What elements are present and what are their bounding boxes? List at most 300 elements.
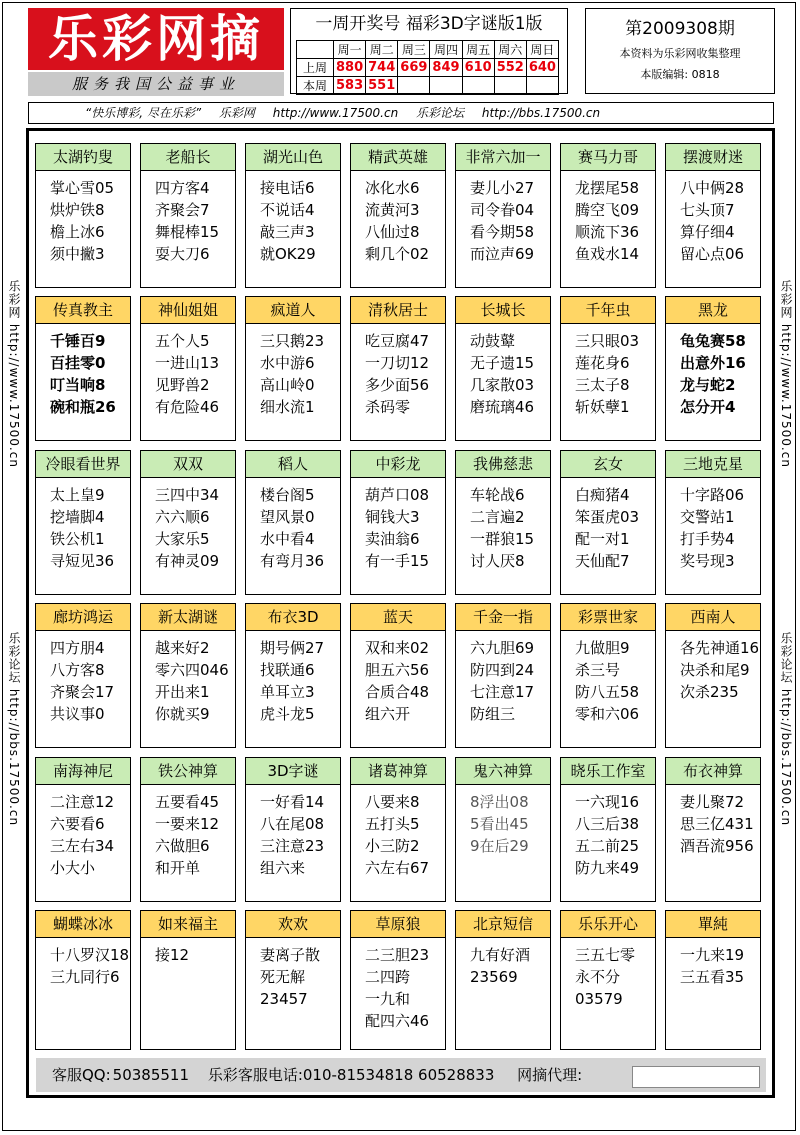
riddle-card <box>140 910 236 1050</box>
riddle-line: 千锤百9 <box>50 332 106 350</box>
riddle-line: 十八罗汉18 <box>50 946 130 964</box>
riddle-card-title: 彩票世家 <box>561 604 655 631</box>
riddle-card-body <box>456 324 550 418</box>
riddle-card-body <box>141 478 235 572</box>
riddle-line: 三五看35 <box>680 968 745 986</box>
riddle-card-body <box>36 785 130 879</box>
riddle-card-body <box>666 478 760 572</box>
riddle-card-title: 冷眼看世界 <box>36 451 130 478</box>
slogan: 服务我国公益事业 <box>71 75 240 93</box>
riddle-line: 二言遍2 <box>470 508 525 526</box>
riddle-card-title: 草原狼 <box>351 911 445 938</box>
riddle-card <box>140 450 236 595</box>
riddle-card-title: 赛马力哥 <box>561 144 655 171</box>
side-text-right-forum: 乐彩论坛 http://bbs.17500.cn <box>779 632 793 827</box>
draw-number: 669 <box>398 59 430 77</box>
day-cell: 周一 <box>334 41 366 59</box>
riddle-line: 八中俩28 <box>680 179 745 197</box>
draw-title: 一周开奖号 福彩3D字谜版1版 <box>315 14 543 34</box>
side-text-left-site: 乐彩网 http://www.17500.cn <box>7 280 21 468</box>
site-link[interactable]: http://www.17500.cn <box>272 106 399 120</box>
riddle-card-body <box>351 631 445 725</box>
riddle-line: 车轮战6 <box>470 486 525 504</box>
riddle-card-title: 我佛慈悲 <box>456 451 550 478</box>
riddle-line: 司令眷04 <box>470 201 535 219</box>
riddle-card <box>35 910 131 1050</box>
riddle-line: 接电话6 <box>260 179 315 197</box>
riddle-line: 合质合48 <box>365 683 430 701</box>
riddle-line: 防九来49 <box>575 859 640 877</box>
riddle-card-title: 北京短信 <box>456 911 550 938</box>
riddle-line: 防八五58 <box>575 683 640 701</box>
riddle-card-body <box>36 938 130 988</box>
riddle-line: 齐聚会7 <box>155 201 210 219</box>
riddle-card <box>35 603 131 748</box>
riddle-card-title: 廊坊鸿运 <box>36 604 130 631</box>
riddle-line: 铁公机1 <box>50 530 105 548</box>
draw-number: 552 <box>494 59 526 77</box>
riddle-card <box>35 296 131 441</box>
riddle-card-body <box>561 478 655 572</box>
riddle-card-body <box>666 631 760 703</box>
corner-cell <box>297 41 334 59</box>
riddle-card-body <box>141 171 235 265</box>
riddle-line: 次杀235 <box>680 683 739 701</box>
riddle-line: 讨人厌8 <box>470 552 525 570</box>
riddle-card-title: 神仙姐姐 <box>141 297 235 324</box>
riddle-line: 三只眼03 <box>575 332 640 350</box>
riddle-line: 9在后29 <box>470 837 529 855</box>
riddle-line: 组六来 <box>260 859 306 877</box>
riddle-card-body <box>561 631 655 725</box>
riddle-line: 碗和瓶26 <box>50 398 116 416</box>
draw-number <box>462 77 494 95</box>
riddle-card-title: 布衣3D <box>246 604 340 631</box>
riddle-line: 九做胆9 <box>575 639 630 657</box>
riddle-line: 有神灵09 <box>155 552 220 570</box>
draw-number <box>430 77 462 95</box>
riddle-card <box>245 603 341 748</box>
riddle-line: 零六四046 <box>155 661 229 679</box>
draw-number: 551 <box>366 77 398 95</box>
riddle-line: 期号俩27 <box>260 639 325 657</box>
riddle-card <box>455 757 551 902</box>
riddle-line: 挖墙脚4 <box>50 508 105 526</box>
side-text-right-site: 乐彩网 http://www.17500.cn <box>779 280 793 468</box>
riddle-line: 而泣声69 <box>470 245 535 263</box>
draw-number: 640 <box>526 59 558 77</box>
riddle-line: 六要看6 <box>50 815 105 833</box>
riddle-line: 妻离子散 <box>260 946 321 964</box>
riddle-line: 配四六46 <box>365 1012 430 1030</box>
riddle-line: 防组三 <box>470 705 516 723</box>
riddle-line: 三只鹅23 <box>260 332 325 350</box>
riddle-line: 六六顺6 <box>155 508 210 526</box>
riddle-line: 你就买9 <box>155 705 210 723</box>
riddle-line: 高山岭0 <box>260 376 315 394</box>
riddle-line: 23457 <box>260 990 308 1008</box>
riddle-line: 零和六06 <box>575 705 640 723</box>
motto: “快乐博彩, 尽在乐彩” <box>85 106 202 120</box>
riddle-card-body <box>246 785 340 879</box>
riddle-line: 七注意17 <box>470 683 535 701</box>
riddle-card-body <box>246 631 340 725</box>
riddle-card <box>350 296 446 441</box>
day-cell: 周二 <box>366 41 398 59</box>
riddle-line: 算仔细4 <box>680 223 735 241</box>
riddle-line: 大家乐5 <box>155 530 210 548</box>
riddle-card-title: 太湖钓叟 <box>36 144 130 171</box>
riddle-line: 死无解 <box>260 968 306 986</box>
riddle-line: 龙摆尾58 <box>575 179 640 197</box>
draw-number: 610 <box>462 59 494 77</box>
riddle-line: 一要来12 <box>155 815 220 833</box>
riddle-card <box>140 603 236 748</box>
riddle-line: 铜钱大3 <box>365 508 420 526</box>
riddle-card-title: 鬼六神算 <box>456 758 550 785</box>
riddle-line: 六九胆69 <box>470 639 535 657</box>
riddle-card-title: 精武英雄 <box>351 144 445 171</box>
riddle-card-title: 非常六加一 <box>456 144 550 171</box>
riddle-card-title: 布衣神算 <box>666 758 760 785</box>
riddle-line: 三注意23 <box>260 837 325 855</box>
riddle-line: 卖油翁6 <box>365 530 420 548</box>
riddle-line: 接12 <box>155 946 190 964</box>
riddle-card-title: 摆渡财迷 <box>666 144 760 171</box>
riddle-card-title: 乐乐开心 <box>561 911 655 938</box>
riddle-line: 五要看45 <box>155 793 220 811</box>
riddle-line: 叮当响8 <box>50 376 106 394</box>
riddle-line: 思三亿431 <box>680 815 754 833</box>
riddle-line: 怎分开4 <box>680 398 736 416</box>
agent-label: 网摘代理: <box>517 1066 583 1084</box>
phone-number: 010-81534818 60528833 <box>302 1066 495 1084</box>
riddle-line: 一六现16 <box>575 793 640 811</box>
riddle-card <box>455 296 551 441</box>
riddle-card-body <box>456 478 550 572</box>
riddle-line: 出意外16 <box>680 354 746 372</box>
riddle-card <box>560 296 656 441</box>
riddle-line: 天仙配7 <box>575 552 630 570</box>
phone-label: 乐彩客服电话: <box>207 1066 303 1084</box>
day-cell: 周四 <box>430 41 462 59</box>
riddle-line: 白痴猪4 <box>575 486 630 504</box>
riddle-line: 烘炉铁8 <box>50 201 105 219</box>
riddle-line: 多少面56 <box>365 376 430 394</box>
qq-label: 客服QQ: <box>52 1066 111 1084</box>
riddle-line: 无子遗15 <box>470 354 535 372</box>
riddle-line: 永不分 <box>575 968 621 986</box>
riddle-line: 越来好2 <box>155 639 210 657</box>
riddle-line: 一刀切12 <box>365 354 430 372</box>
riddle-line: 留心点06 <box>680 245 745 263</box>
riddle-card-body <box>36 631 130 725</box>
riddle-line: 交警站1 <box>680 508 735 526</box>
riddle-line: 四方朋4 <box>50 639 105 657</box>
riddle-line: 二三胆23 <box>365 946 430 964</box>
riddle-card <box>455 603 551 748</box>
riddle-card-body <box>456 631 550 725</box>
riddle-line: 磨琉璃46 <box>470 398 535 416</box>
riddle-line: 单耳立3 <box>260 683 315 701</box>
riddle-card-title: 诸葛神算 <box>351 758 445 785</box>
riddle-line: 六做胆6 <box>155 837 210 855</box>
riddle-card-body <box>36 324 130 418</box>
riddle-line: 龙与蛇2 <box>680 376 736 394</box>
riddle-line: 有危险46 <box>155 398 220 416</box>
riddle-line: 二注意12 <box>50 793 115 811</box>
riddle-card-title: 传真教主 <box>36 297 130 324</box>
riddle-card-title: 玄女 <box>561 451 655 478</box>
last-week-label: 上周 <box>297 59 334 77</box>
draw-number: 880 <box>334 59 366 77</box>
day-cell: 周三 <box>398 41 430 59</box>
riddle-card <box>140 296 236 441</box>
riddle-line: 七头顶7 <box>680 201 735 219</box>
riddle-card <box>245 910 341 1050</box>
riddle-card-body <box>561 324 655 418</box>
riddle-line: 三四中34 <box>155 486 220 504</box>
riddle-line: 5看出45 <box>470 815 529 833</box>
riddle-line: 防四到24 <box>470 661 535 679</box>
riddle-card-title: 西南人 <box>666 604 760 631</box>
riddle-line: 见野兽2 <box>155 376 210 394</box>
riddle-line: 八三后38 <box>575 815 640 833</box>
riddle-line: 各先神通16 <box>680 639 760 657</box>
riddle-line: 三九同行6 <box>50 968 120 986</box>
this-week-row <box>297 77 559 95</box>
day-cell: 周日 <box>526 41 558 59</box>
riddle-card-body <box>456 938 550 988</box>
riddle-card <box>560 910 656 1050</box>
draw-number <box>526 77 558 95</box>
riddle-card-body <box>456 171 550 265</box>
riddle-line: 鱼戏水14 <box>575 245 640 263</box>
riddle-line: 一好看14 <box>260 793 325 811</box>
riddle-line: 三太子8 <box>575 376 630 394</box>
riddle-card-title: 南海神尼 <box>36 758 130 785</box>
riddle-line: 8浮出08 <box>470 793 529 811</box>
riddle-line: 组六开 <box>365 705 411 723</box>
riddle-card-title: 晓乐工作室 <box>561 758 655 785</box>
riddle-line: 三五七零 <box>575 946 636 964</box>
riddle-card <box>245 143 341 288</box>
riddle-card-body <box>36 171 130 265</box>
riddle-card <box>665 296 761 441</box>
riddle-line: 八要来8 <box>365 793 420 811</box>
issue-source: 本资料为乐彩网收集整理 <box>619 47 741 60</box>
riddle-card-body <box>666 171 760 265</box>
riddle-line: 小大小 <box>50 859 96 877</box>
riddle-card-title: 千金一指 <box>456 604 550 631</box>
riddle-line: 剩几个02 <box>365 245 430 263</box>
riddle-line: 二四跨 <box>365 968 411 986</box>
this-week-label: 本周 <box>297 77 334 95</box>
riddle-card-body <box>561 171 655 265</box>
riddle-line: 斩妖孽1 <box>575 398 630 416</box>
riddle-card <box>455 910 551 1050</box>
day-cell: 周六 <box>494 41 526 59</box>
riddle-line: 百挂零0 <box>50 354 106 372</box>
riddle-line: 龟兔赛58 <box>680 332 746 350</box>
riddle-line: 莲花身6 <box>575 354 630 372</box>
riddle-card <box>560 603 656 748</box>
riddle-card-body <box>351 785 445 879</box>
riddle-card <box>560 757 656 902</box>
riddle-line: 十字路06 <box>680 486 745 504</box>
riddle-card-title: 中彩龙 <box>351 451 445 478</box>
riddle-line: 虎斗龙5 <box>260 705 315 723</box>
riddle-line: 杀码零 <box>365 398 411 416</box>
riddle-line: 舞棍棒15 <box>155 223 220 241</box>
riddle-line: 和开单 <box>155 859 201 877</box>
riddle-card-body <box>141 785 235 879</box>
riddle-card-title: 稻人 <box>246 451 340 478</box>
agent-input-box[interactable] <box>632 1066 760 1088</box>
url-bar <box>28 102 774 124</box>
riddle-line: 掌心雪05 <box>50 179 115 197</box>
riddle-card <box>350 450 446 595</box>
riddle-line: 笨蛋虎03 <box>575 508 640 526</box>
side-text-left-forum: 乐彩论坛 http://bbs.17500.cn <box>7 632 21 827</box>
riddle-card-title: 铁公神算 <box>141 758 235 785</box>
riddle-card-title: 黑龙 <box>666 297 760 324</box>
riddle-line: 流黄河3 <box>365 201 420 219</box>
day-cell: 周五 <box>462 41 494 59</box>
riddle-card-title: 3D字谜 <box>246 758 340 785</box>
riddle-card-title: 如来福主 <box>141 911 235 938</box>
riddle-line: 决杀和尾9 <box>680 661 750 679</box>
riddle-line: 开出来1 <box>155 683 210 701</box>
riddle-card-title: 湖光山色 <box>246 144 340 171</box>
draw-number: 849 <box>430 59 462 77</box>
riddle-line: 八方客8 <box>50 661 105 679</box>
riddle-card <box>350 757 446 902</box>
riddle-line: 胆五六56 <box>365 661 430 679</box>
draw-results-table <box>296 40 559 95</box>
riddle-card-title: 欢欢 <box>246 911 340 938</box>
days-row <box>297 41 559 59</box>
riddle-card-body <box>666 938 760 988</box>
riddle-line: 小三防2 <box>365 837 420 855</box>
riddle-card-title: 蝴蝶冰冰 <box>36 911 130 938</box>
riddle-card <box>350 143 446 288</box>
riddle-card <box>140 143 236 288</box>
riddle-line: 楼台阁5 <box>260 486 315 504</box>
riddle-line: 吃豆腐47 <box>365 332 430 350</box>
draw-number: 744 <box>366 59 398 77</box>
riddle-card <box>665 143 761 288</box>
riddle-line: 共议事0 <box>50 705 105 723</box>
riddle-line: 耍大刀6 <box>155 245 210 263</box>
riddle-card-title: 双双 <box>141 451 235 478</box>
riddle-card <box>560 450 656 595</box>
riddle-line: 细水流1 <box>260 398 315 416</box>
riddle-card <box>140 757 236 902</box>
riddle-line: 有一手15 <box>365 552 430 570</box>
draw-number <box>398 77 430 95</box>
issue-editor: 本版编辑: 0818 <box>640 68 720 81</box>
riddle-card-title: 老船长 <box>141 144 235 171</box>
riddle-card-title: 清秋居士 <box>351 297 445 324</box>
riddle-line: 檐上冰6 <box>50 223 105 241</box>
riddle-line: 九有好酒 <box>470 946 531 964</box>
riddle-line: 顺流下36 <box>575 223 640 241</box>
riddle-line: 双和来02 <box>365 639 430 657</box>
riddle-line: 03579 <box>575 990 623 1008</box>
riddle-line: 不说话4 <box>260 201 315 219</box>
riddle-card-body <box>246 938 340 1010</box>
riddle-card <box>350 910 446 1050</box>
riddle-card <box>350 603 446 748</box>
riddle-card-body <box>351 478 445 572</box>
riddle-line: 太上皇9 <box>50 486 105 504</box>
riddle-card <box>35 143 131 288</box>
riddle-line: 四方客4 <box>155 179 210 197</box>
riddle-line: 腾空飞09 <box>575 201 640 219</box>
draw-number <box>494 77 526 95</box>
riddle-line: 配一对1 <box>575 530 630 548</box>
riddle-card-title: 新太湖谜 <box>141 604 235 631</box>
riddle-line: 妻儿小27 <box>470 179 535 197</box>
riddle-card-title: 长城长 <box>456 297 550 324</box>
riddle-line: 动鼓鼙 <box>470 332 516 350</box>
riddle-line: 妻儿聚72 <box>680 793 745 811</box>
riddle-line: 几家散03 <box>470 376 535 394</box>
riddle-card <box>245 450 341 595</box>
forum-link[interactable]: http://bbs.17500.cn <box>481 106 601 120</box>
riddle-card-body <box>141 938 235 966</box>
riddle-line: 打手势4 <box>680 530 735 548</box>
riddle-card-body <box>561 938 655 1010</box>
riddle-card <box>245 296 341 441</box>
riddle-card <box>455 450 551 595</box>
riddle-card-body <box>351 324 445 418</box>
riddle-card-body <box>246 171 340 265</box>
riddle-line: 奖号现3 <box>680 552 735 570</box>
riddle-card <box>455 143 551 288</box>
riddle-card-title: 單純 <box>666 911 760 938</box>
riddle-line: 五打头5 <box>365 815 420 833</box>
riddle-line: 一九来19 <box>680 946 745 964</box>
riddle-line: 杀三号 <box>575 661 621 679</box>
riddle-line: 冰化水6 <box>365 179 420 197</box>
logo: 乐彩网摘 <box>48 9 264 68</box>
riddle-line: 八在尾08 <box>260 815 325 833</box>
riddle-card-body <box>561 785 655 879</box>
riddle-card-title: 三地克星 <box>666 451 760 478</box>
riddle-line: 八仙过8 <box>365 223 420 241</box>
last-week-row <box>297 59 559 77</box>
riddle-card <box>35 757 131 902</box>
riddle-card-body <box>246 478 340 572</box>
riddle-card-body <box>456 785 550 857</box>
riddle-card <box>665 603 761 748</box>
riddle-card-title: 千年虫 <box>561 297 655 324</box>
riddle-line: 五二前25 <box>575 837 640 855</box>
riddle-line: 六左右67 <box>365 859 430 877</box>
forum-name: 乐彩论坛 <box>416 106 465 120</box>
riddle-card-body <box>36 478 130 572</box>
riddle-card-body <box>666 785 760 857</box>
riddle-line: 三左右34 <box>50 837 115 855</box>
riddle-card <box>35 450 131 595</box>
riddle-card <box>560 143 656 288</box>
riddle-card-body <box>351 938 445 1032</box>
riddle-line: 找联通6 <box>260 661 315 679</box>
riddle-line: 看今期58 <box>470 223 535 241</box>
riddle-card <box>665 910 761 1050</box>
